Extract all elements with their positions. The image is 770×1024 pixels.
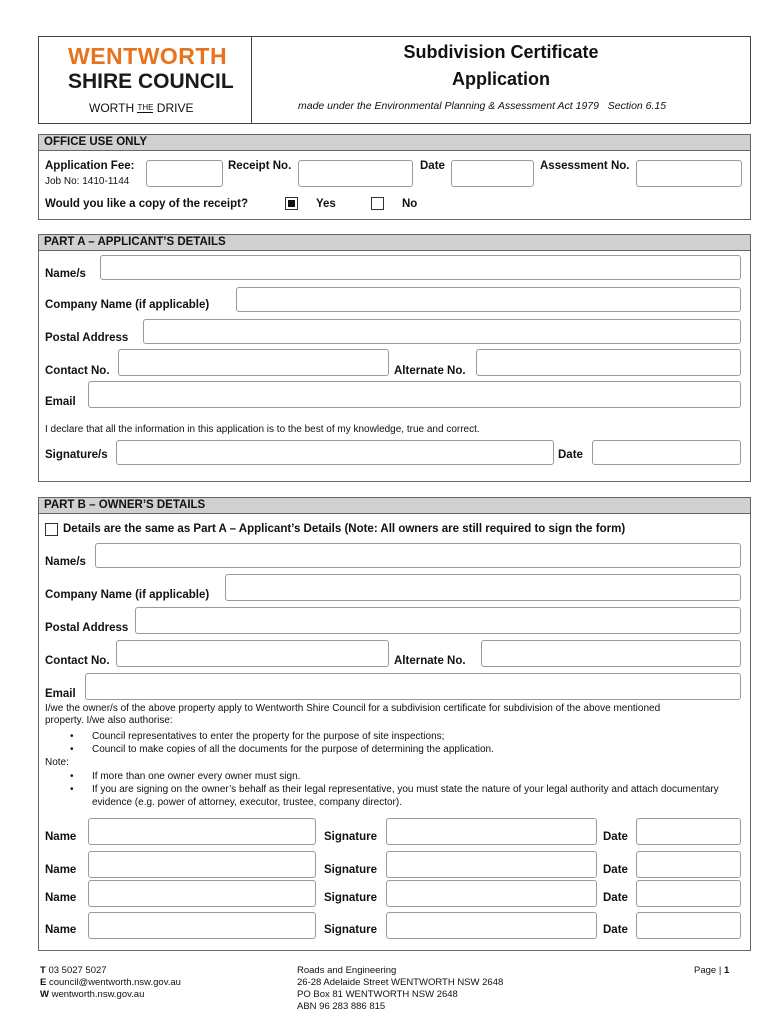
part-a-email-label: Email [45, 396, 76, 408]
sig-date-label: Date [603, 864, 628, 876]
office-date-field[interactable] [451, 160, 534, 187]
sig-date-label: Date [603, 892, 628, 904]
part-a-names-field[interactable] [100, 255, 741, 280]
sig-name-field[interactable] [88, 880, 316, 907]
sig-signature-field[interactable] [386, 880, 597, 907]
part-a-declaration: I declare that all the information in this application is to the best of my knowledge, true and correct. [45, 424, 480, 435]
sig-date-field[interactable] [636, 851, 741, 878]
list-item: • Council representatives to enter the property for the purpose of site inspections; [70, 730, 494, 743]
same-as-part-a-checkbox[interactable] [45, 523, 58, 536]
part-a-postal-field[interactable] [143, 319, 741, 344]
footer-street: 26-28 Adelaide Street WENTWORTH NSW 2648 [297, 977, 504, 988]
receipt-no-field[interactable] [298, 160, 413, 187]
page-indicator [694, 965, 729, 977]
sig-date-field[interactable] [636, 818, 741, 845]
footer-web-value[interactable]: wentworth.nsw.gov.au [51, 989, 145, 1000]
page-number: 1 [723, 965, 730, 976]
footer-web-prefix: W [40, 989, 49, 1000]
part-b-contact-field[interactable] [116, 640, 389, 667]
part-a-heading: PART A – APPLICANT’S DETAILS [38, 234, 751, 251]
sig-name-field[interactable] [88, 912, 316, 939]
footer-phone-value: 03 5027 5027 [48, 965, 107, 976]
title-line2: Application [452, 69, 550, 89]
part-a-signature-label: Signature/s [45, 449, 108, 461]
footer-po-box: PO Box 81 WENTWORTH NSW 2648 [297, 989, 458, 1000]
application-fee-field[interactable] [146, 160, 223, 187]
footer-email-value[interactable]: council@wentworth.nsw.gov.au [48, 977, 181, 988]
part-a-postal-label: Postal Address [45, 332, 129, 344]
sig-name-label: Name [45, 892, 77, 904]
owner-statement-line2: property. I/we also authorise: [45, 715, 173, 726]
header [38, 36, 751, 124]
logo-line1: WENTWORTH [68, 43, 228, 69]
part-b-postal-field[interactable] [135, 607, 741, 634]
part-b-heading: PART B – OWNER’S DETAILS [38, 497, 751, 514]
part-b-email-label: Email [45, 688, 76, 700]
footer-phone [40, 965, 181, 977]
part-a-company-label: Company Name (if applicable) [45, 299, 210, 311]
footer-email-prefix: E [40, 977, 47, 988]
sig-signature-label: Signature [324, 924, 378, 936]
part-a-alternate-field[interactable] [476, 349, 741, 376]
sig-name-label: Name [45, 831, 77, 843]
title-line1: Subdivision Certificate [403, 42, 599, 62]
sig-date-field[interactable] [636, 912, 741, 939]
sig-signature-field[interactable] [386, 851, 597, 878]
logo-tagline [89, 101, 193, 115]
part-b-contact-label: Contact No. [45, 655, 110, 667]
sig-row [0, 880, 770, 910]
copy-receipt-question: Would you like a copy of the receipt? [45, 198, 248, 210]
no-label: No [402, 198, 418, 210]
sig-name-field[interactable] [88, 818, 316, 845]
footer-address [297, 965, 503, 1013]
logo-tag-a: WORTH [89, 101, 135, 115]
sig-name-label: Name [45, 864, 77, 876]
sig-name-field[interactable] [88, 851, 316, 878]
sig-date-label: Date [603, 831, 628, 843]
list-item: • If more than one owner every owner must sign. [70, 770, 720, 783]
footer-contact [40, 965, 181, 1001]
note-label: Note: [45, 757, 69, 768]
sig-date-field[interactable] [636, 880, 741, 907]
logo [39, 37, 252, 123]
form-title [252, 39, 750, 93]
logo-tag-b: DRIVE [156, 101, 194, 115]
part-a-signature-field[interactable] [116, 440, 554, 465]
part-b-names-label: Name/s [45, 556, 86, 568]
yes-checkbox[interactable] [285, 197, 298, 210]
part-a-email-field[interactable] [88, 381, 741, 408]
part-a-company-field[interactable] [236, 287, 741, 312]
assessment-no-field[interactable] [636, 160, 742, 187]
part-a-contact-field[interactable] [118, 349, 389, 376]
job-no: Job No: 1410-1144 [45, 176, 130, 187]
sig-row [0, 912, 770, 942]
owner-statement [45, 703, 660, 727]
sig-date-label: Date [603, 924, 628, 936]
no-checkbox[interactable] [371, 197, 384, 210]
part-a-date-label: Date [558, 449, 583, 461]
sig-signature-label: Signature [324, 831, 378, 843]
office-use-heading: OFFICE USE ONLY [38, 134, 751, 151]
list-item: • Council to make copies of all the documents for the purpose of determining the application. [70, 743, 494, 756]
part-b-company-label: Company Name (if applicable) [45, 589, 210, 601]
logo-line2: SHIRE COUNCIL [68, 70, 234, 93]
part-b-names-field[interactable] [95, 543, 741, 568]
sig-signature-field[interactable] [386, 818, 597, 845]
part-a-alternate-label: Alternate No. [394, 365, 466, 377]
list-item: • If you are signing on the owner’s behalf as their legal representative, you must state the nature of your legal authority and attach documentary evidence (e.g. power of attorney, executor, trustee, company director). [70, 783, 720, 809]
part-a-contact-label: Contact No. [45, 365, 110, 377]
sig-name-label: Name [45, 924, 77, 936]
sig-signature-label: Signature [324, 864, 378, 876]
assessment-no-label: Assessment No. [540, 160, 630, 172]
authorise-list [70, 730, 494, 756]
form-subtitle: made under the Environmental Planning & Assessment Act 1979 Section 6.15 [298, 100, 667, 112]
logo-tag-the: THE [137, 103, 154, 112]
part-a-names-label: Name/s [45, 268, 86, 280]
sig-signature-label: Signature [324, 892, 378, 904]
yes-label: Yes [316, 198, 336, 210]
footer-abn: ABN 96 283 886 815 [297, 1001, 386, 1012]
footer-email[interactable] [40, 977, 181, 989]
sig-signature-field[interactable] [386, 912, 597, 939]
part-b-alternate-label: Alternate No. [394, 655, 466, 667]
notes-list [70, 770, 720, 809]
owner-statement-line1: I/we the owner/s of the above property apply to Wentworth Shire Council for a subdivision certificate for subdivision of the above mentioned [45, 703, 661, 714]
part-a-date-field[interactable] [592, 440, 741, 465]
part-b-alternate-field[interactable] [481, 640, 741, 667]
footer-web[interactable] [40, 989, 181, 1001]
sig-row [0, 818, 770, 848]
same-as-part-a-label: Details are the same as Part A – Applicant’s Details (Note: All owners are still required to sign the form) [63, 523, 626, 535]
footer-phone-prefix: T [40, 965, 46, 976]
application-fee-label: Application Fee: [45, 160, 135, 172]
receipt-no-label: Receipt No. [228, 160, 292, 172]
part-b-email-field[interactable] [85, 673, 741, 700]
page-label: Page | [694, 965, 722, 976]
part-b-company-field[interactable] [225, 574, 741, 601]
footer-dept: Roads and Engineering [297, 965, 397, 976]
part-b-postal-label: Postal Address [45, 622, 129, 634]
office-date-label: Date [420, 160, 445, 172]
sig-row [0, 851, 770, 881]
